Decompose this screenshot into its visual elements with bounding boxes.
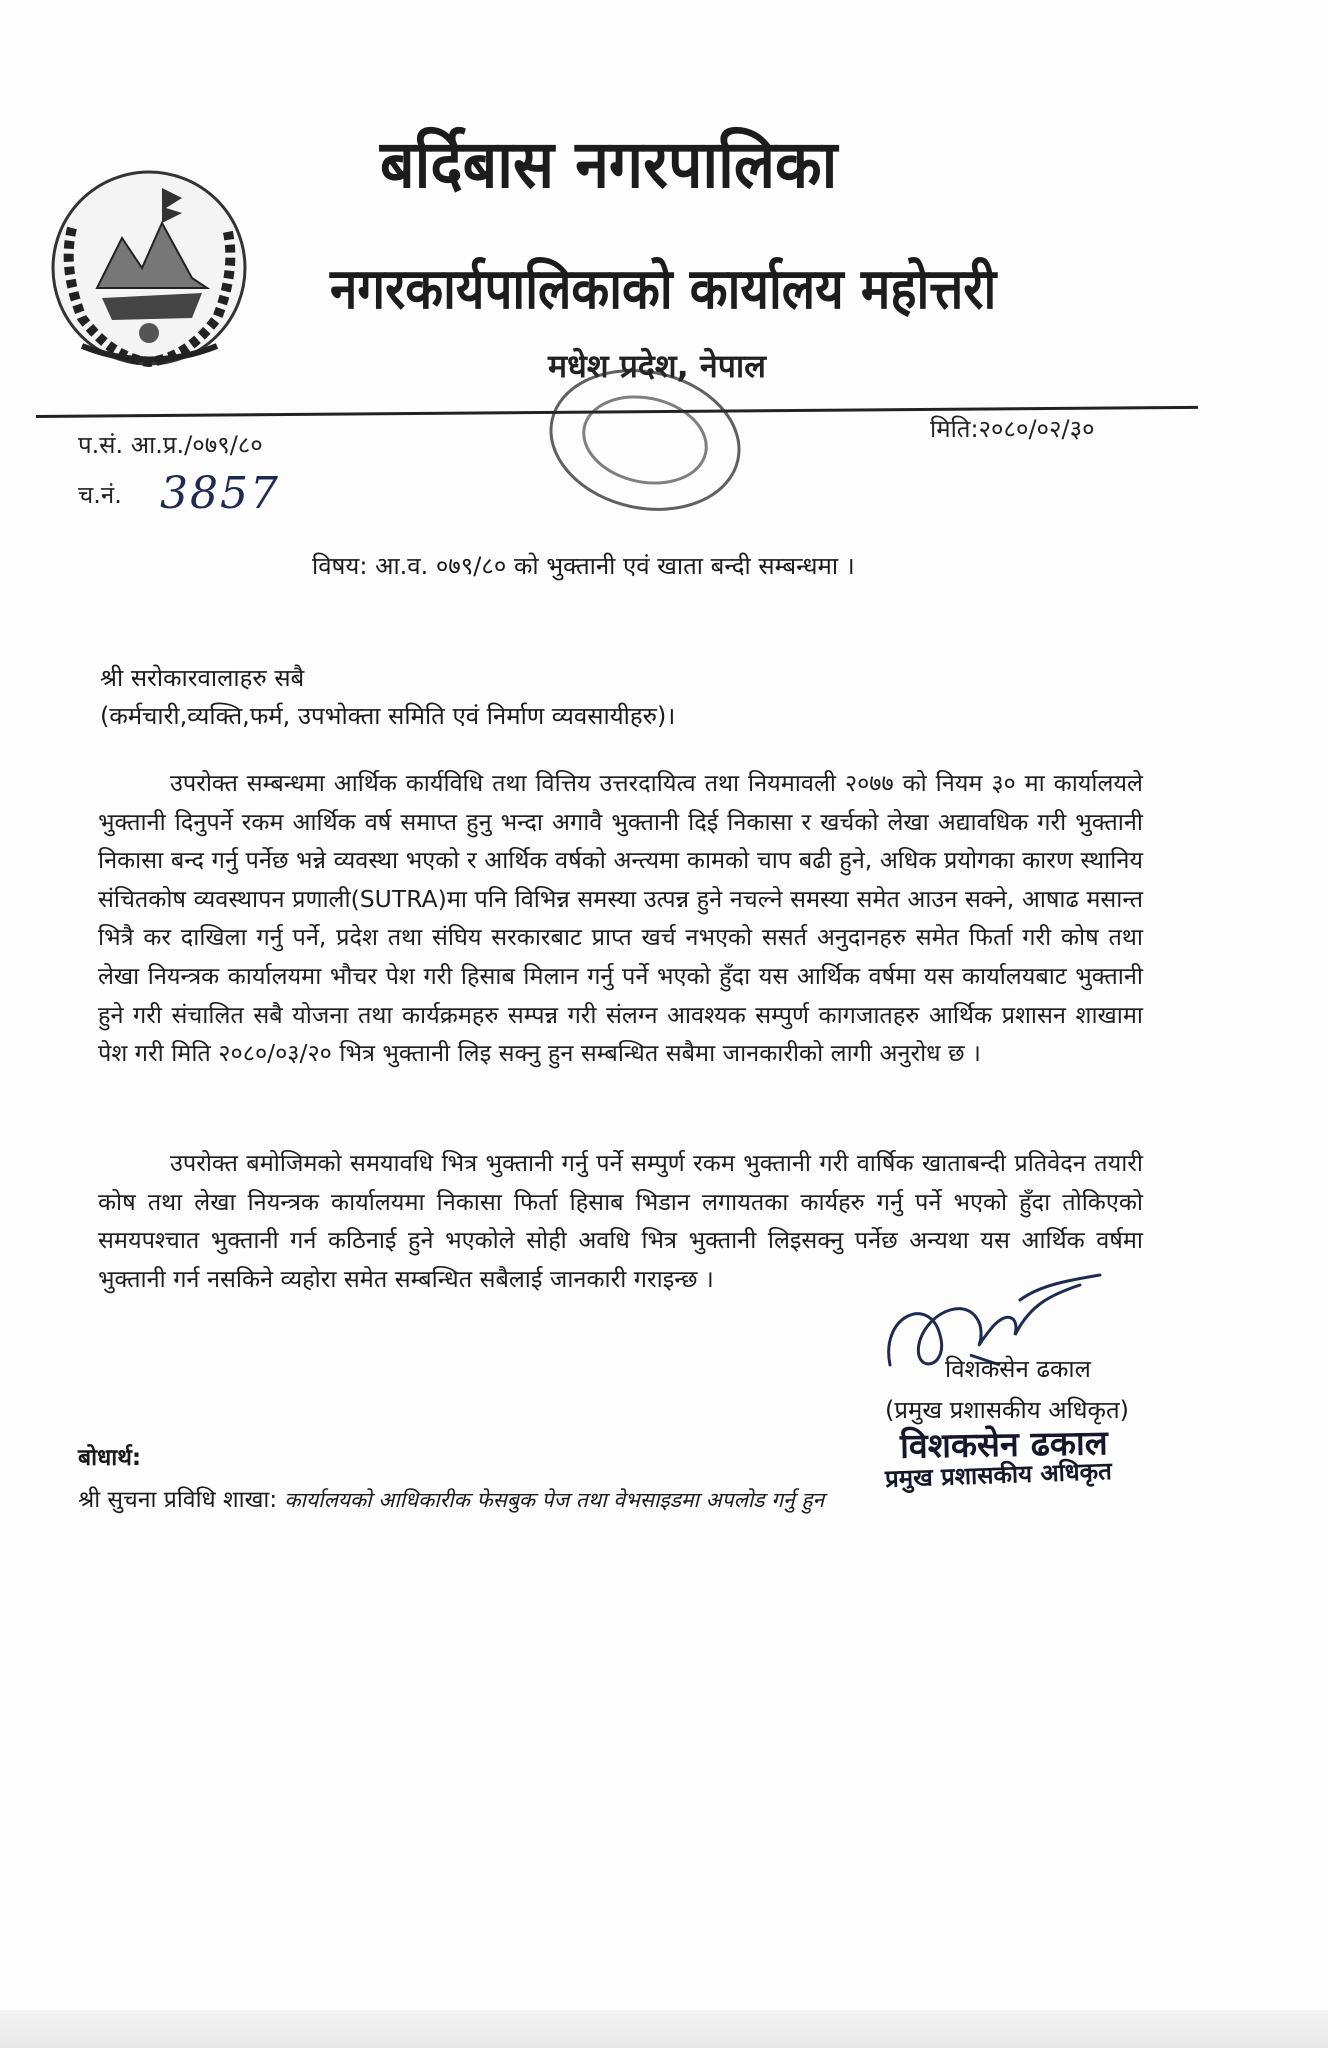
reference-number: प.सं. आ.प्र./०७९/८०	[78, 431, 263, 459]
addressee-line: श्री सरोकारवालाहरु सबै	[100, 664, 305, 692]
letter-date: मिति:२०८०/०२/३०	[930, 415, 1095, 443]
body-paragraph-1: उपरोक्त सम्बन्धमा आर्थिक कार्यविधि तथा वित्तिय उत्तरदायित्व तथा नियमावली २०७७ को नियम ३० मा कार्यालयले भुक्तानी दिनुपर्ने रकम आर्थिक वर्ष समाप्त हुनु भन्दा अगावै भुक्तानी दिई निकासा र खर्चको लेखा अद्यावधिक गरी भुक्तानी निकासा बन्द गर्नु पर्नेछ भन्ने व्यवस्था भएको र आर्थिक वर्षको अन्त्यमा कामको चाप बढी हुने, अधिक प्रयोगका कारण स्थानिय संचितकोष व्यवस्थापन प्रणाली(SUTRA)मा पनि विभिन्न समस्या उत्पन्न हुने नचल्ने समस्या समेत आउन सक्ने, आषाढ मसान्त भित्रै कर दाखिला गर्नु पर्ने, प्रदेश तथा संघिय सरकारबाट प्राप्त खर्च नभएको ससर्त अनुदानहरु समेत फिर्ता गरी कोष तथा लेखा नियन्त्रक कार्यालयमा भौचर पेश गरी हिसाब मिलान गर्नु पर्ने भएको हुँदा यस आर्थिक वर्षमा यस कार्यालयबाट भुक्तानी हुने गरी संचालित सबै योजना तथा कार्यक्रमहरु सम्पन्न गरी संलग्न आवश्यक सम्पुर्ण कागजातहरु आर्थिक प्रशासन शाखामा पेश गरी मिति २०८०/०३/२० भित्र भुक्तानी लिइ सक्नु हुन सम्बन्धित सबैमा जानकारीको लागी अनुरोध छ ।	[98, 769, 1143, 1068]
office-title: नगरकार्यपालिकाको कार्यालय महोत्तरी	[330, 257, 997, 322]
cc-recipient: श्री सुचना प्रविधि शाखा:	[78, 1487, 278, 1513]
page-bottom-edge	[0, 2010, 1328, 2048]
province-line: मधेश प्रदेश, नेपाल	[548, 347, 766, 385]
seal-title: प्रमुख प्रशासकीय अधिकृत	[884, 1457, 1113, 1493]
office-stamp-icon	[540, 360, 750, 520]
nepal-emblem-icon	[42, 168, 257, 368]
dispatch-label: च.नं.	[78, 481, 122, 509]
seal-name: विशकसेन ढकाल	[899, 1423, 1109, 1467]
municipality-title: बर्दिबास नगरपालिका	[380, 126, 838, 203]
cc-recipient-line	[78, 1482, 824, 1514]
signatory-name: विशकसेन ढकाल	[945, 1355, 1091, 1383]
cc-label: बोधार्थ:	[78, 1445, 142, 1471]
dispatch-number: 3857	[160, 468, 280, 519]
subject-line: विषय: आ.व. ०७९/८० को भुक्तानी एवं खाता बन्दी सम्बन्धमा ।	[312, 552, 855, 580]
body-paragraph-2: उपरोक्त बमोजिमको समयावधि भित्र भुक्तानी गर्नु पर्ने सम्पुर्ण रकम भुक्तानी गरी वार्षिक खाताबन्दी प्रतिवेदन तयारी कोष तथा लेखा नियन्त्रक कार्यालयमा निकासा फिर्ता हिसाब भिडान लगायतका कार्यहरु गर्नु पर्ने भएको हुँदा तोकिएको समयपश्चात भुक्तानी गर्न कठिनाई हुने भएकोले सोही अवधि भित्र भुक्तानी लिइसक्नु पर्नेछ अन्यथा यस आर्थिक वर्षमा भुक्तानी गर्न नसकिने व्यहोरा समेत सम्बन्धित सबैलाई जानकारी गराइन्छ ।	[98, 1149, 1143, 1293]
addressee-detail: (कर्मचारी,व्यक्ति,फर्म, उपभोक्ता समिति एवं निर्माण व्यवसायीहरु)।	[100, 702, 676, 730]
cc-instruction: कार्यालयको आधिकारीक फेसबुक पेज तथा वेभसाइडमा अपलोड गर्नु हुन	[284, 1488, 825, 1512]
signatory-title: (प्रमुख प्रशासकीय अधिकृत)	[885, 1396, 1130, 1424]
